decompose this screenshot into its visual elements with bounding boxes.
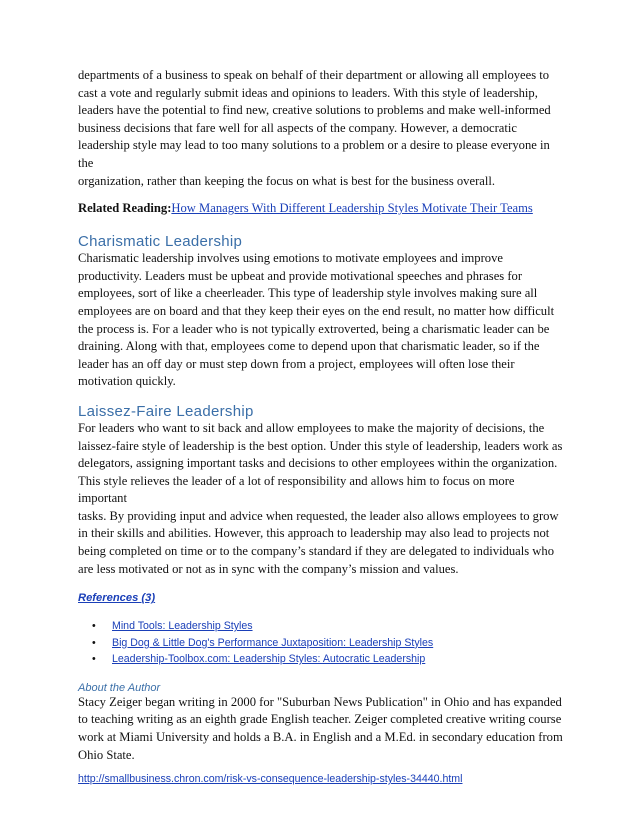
charismatic-line: employees, sort of like a cheerleader. This type of leadership style involves making sure all xyxy=(78,286,538,301)
reference-link[interactable]: Mind Tools: Leadership Styles xyxy=(112,620,253,633)
reference-item xyxy=(92,635,564,652)
reference-link[interactable]: Big Dog & Little Dog's Performance Juxtaposition: Leadership Styles xyxy=(112,636,434,649)
charismatic-line: draining. Along with that, employees come to depend upon that charismatic leader, so if the xyxy=(78,339,540,354)
author-bio xyxy=(78,694,564,764)
intro-line: departments of a business to speak on behalf of their department or allowing all employees to xyxy=(78,68,550,82)
bio-line: Stacy Zeiger began writing in 2000 for "Suburban News Publication" in Ohio and has expanded xyxy=(78,694,562,709)
intro-line: leadership style may lead to too many solutions to a problem or a desire to please everyone in the xyxy=(78,138,550,170)
reference-item xyxy=(92,651,564,668)
charismatic-line: the process is. For a leader who is not typically extroverted, being a charismatic leader can be xyxy=(78,321,550,336)
bullet-icon: • xyxy=(92,653,96,666)
intro-line: business decisions that fare well for all aspects of the company. However, a democratic xyxy=(78,120,517,135)
charismatic-line: motivation quickly. xyxy=(78,374,176,389)
bio-line: Ohio State. xyxy=(78,747,135,762)
source-url-link[interactable]: http://smallbusiness.chron.com/risk-vs-consequence-leadership-styles-34440.html xyxy=(78,773,463,786)
laissez-line: This style relieves the leader of a lot of responsibility and allows him to focus on more important xyxy=(78,473,515,506)
laissez-line: in their skills and abilities. However, this approach to leadership may also lead to projects not xyxy=(78,526,550,541)
laissez-faire-heading: Laissez-Faire Leadership xyxy=(78,402,254,420)
laissez-line: are less motivated or not as in sync with the company’s mission and values. xyxy=(78,561,459,576)
charismatic-line: Charismatic leadership involves using emotions to motivate employees and improve xyxy=(78,251,503,266)
references-list xyxy=(78,618,564,668)
bullet-icon: • xyxy=(92,636,96,649)
intro-line: cast a vote and regularly submit ideas and opinions to leaders. With this style of leadership, xyxy=(78,85,538,100)
charismatic-heading: Charismatic Leadership xyxy=(78,233,243,251)
laissez-faire-paragraph xyxy=(78,420,564,578)
bio-line: to teaching writing as an eighth grade English teacher. Zeiger completed creative writing course xyxy=(78,712,562,727)
references-heading[interactable]: References (3) xyxy=(78,592,156,605)
reference-link[interactable]: Leadership-Toolbox.com: Leadership Styles: Autocratic Leadership xyxy=(112,653,426,666)
laissez-line: laissez-faire style of leadership is the best option. Under this style of leadership, leaders work as xyxy=(78,438,563,453)
charismatic-line: productivity. Leaders must be upbeat and provide motivational speeches and phrases for xyxy=(78,268,523,283)
related-reading-label: Related Reading: xyxy=(78,201,172,216)
related-reading xyxy=(78,200,564,217)
laissez-line: For leaders who want to sit back and allow employees to make the majority of decisions, the xyxy=(78,420,545,435)
charismatic-paragraph xyxy=(78,250,564,391)
laissez-line: tasks. By providing input and advice when requested, the leader also allows employees to grow xyxy=(78,508,559,523)
intro-line: organization, rather than keeping the focus on what is best for the business overall. xyxy=(78,173,495,188)
document-page xyxy=(78,67,564,785)
charismatic-line: employees are on board and that they keep their eyes on the end result, no matter how difficult xyxy=(78,303,555,318)
charismatic-line: leader has an off day or must step down from a project, employees will often lose their xyxy=(78,356,515,371)
bio-line: work at Miami University and holds a B.A. in English and a M.Ed. in secondary education from xyxy=(78,729,563,744)
laissez-line: delegators, assigning important tasks and decisions to other employees within the organization. xyxy=(78,456,558,471)
laissez-line: being completed on time or to the company’s standard if they are delegated to individuals who xyxy=(78,544,554,559)
bullet-icon: • xyxy=(92,620,96,633)
intro-line: leaders have the potential to find new, creative solutions to problems and make well-informed xyxy=(78,103,551,118)
related-reading-link[interactable]: How Managers With Different Leadership Styles Motivate Their Teams xyxy=(171,201,533,216)
reference-item xyxy=(92,618,564,635)
intro-paragraph xyxy=(78,67,564,190)
about-author-heading: About the Author xyxy=(78,681,161,694)
